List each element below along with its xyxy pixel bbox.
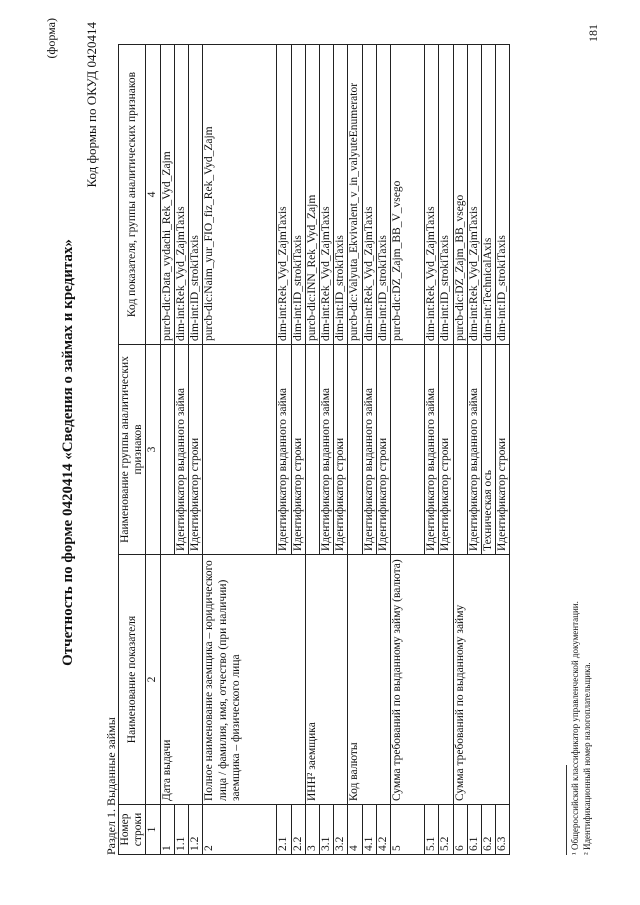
table-row — [305, 45, 319, 855]
group-name: Идентификатор строки — [496, 345, 510, 555]
row-number: 6.1 — [467, 805, 481, 855]
indicator-code: purcb-dic:DZ_Zajm_BB_V_vsego — [391, 45, 425, 345]
indicator-name: ИНН² заемщика — [305, 555, 348, 805]
row-number: 5.2 — [439, 805, 453, 855]
indicator-code: dim-int:ID_strokiTaxis — [189, 45, 203, 345]
group-name: Идентификатор выданного займа — [277, 345, 291, 555]
col-header-code: Код показателя, группы аналитических признаков — [119, 45, 146, 345]
row-number: 6.3 — [496, 805, 510, 855]
group-name: Идентификатор строки — [189, 345, 203, 555]
okud-code: Код формы по ОКУД 0420414 — [84, 22, 99, 188]
indicator-code: purcb-dic:Naim_yur_FIO_fiz_Rek_Vyd_Zajm — [203, 45, 277, 345]
table-row — [348, 45, 362, 855]
group-name — [203, 345, 277, 555]
page-number: 181 — [586, 24, 600, 42]
col-number: 4 — [146, 45, 160, 345]
row-number: 2.1 — [277, 805, 291, 855]
group-name: Идентификатор строки — [291, 345, 305, 555]
table-row — [391, 45, 425, 855]
indicator-code: dim-int:Rek_Vyd_ZajmTaxis — [174, 45, 188, 345]
row-number: 6.2 — [481, 805, 495, 855]
group-name — [348, 345, 362, 555]
row-number: 2 — [203, 805, 277, 855]
group-name — [453, 345, 467, 555]
row-number: 5.1 — [425, 805, 439, 855]
indicator-code: dim-int:ID_strokiTaxis — [334, 45, 348, 345]
indicator-code: purcb-dic:Valyuta_Ekvivalent_v_in_valyuteEnumerator — [348, 45, 362, 345]
row-number: 1.1 — [174, 805, 188, 855]
indicator-name: Дата выдачи — [160, 555, 203, 805]
indicator-code: dim-int:Rek_Vyd_ZajmTaxis — [425, 45, 439, 345]
indicator-name: Полное наименование заемщика – юридического лица / фамилия, имя, отчество (при наличии) заемщика – физического лица — [203, 555, 305, 805]
row-number: 2.2 — [291, 805, 305, 855]
group-name: Идентификатор строки — [334, 345, 348, 555]
group-name — [305, 345, 319, 555]
footnote-divider — [566, 765, 567, 855]
group-name: Техническая ось — [481, 345, 495, 555]
row-number: 5 — [391, 805, 425, 855]
col-number: 1 — [146, 805, 160, 855]
row-number: 4 — [348, 805, 362, 855]
indicator-code: dim-int:Rek_Vyd_ZajmTaxis — [319, 45, 333, 345]
col-number: 3 — [146, 345, 160, 555]
indicator-code: purcb-dic:INN_Rek_Vyd_Zajm — [305, 45, 319, 345]
table-row — [453, 45, 467, 855]
indicator-code: dim-int:TechnicalAxis — [481, 45, 495, 345]
indicator-code: dim-int:Rek_Vyd_ZajmTaxis — [362, 45, 376, 345]
footnotes — [566, 601, 593, 855]
form-label: (форма) — [44, 18, 58, 59]
group-name — [160, 345, 174, 555]
column-number-row — [146, 45, 160, 855]
section-title: Раздел 1. Выданные займы — [104, 717, 118, 855]
table-row — [160, 45, 174, 855]
indicator-code: dim-int:ID_strokiTaxis — [496, 45, 510, 345]
footnote-2: ² Идентификационный номер налогоплательщика. — [582, 662, 592, 855]
table-header-row — [119, 45, 146, 855]
indicator-code: dim-int:ID_strokiTaxis — [291, 45, 305, 345]
row-number: 3.2 — [334, 805, 348, 855]
row-number: 6 — [453, 805, 467, 855]
group-name: Идентификатор выданного займа — [174, 345, 188, 555]
indicator-code: purcb-dic:Data_vydachi_Rek_Vyd_Zajm — [160, 45, 174, 345]
group-name: Идентификатор выданного займа — [362, 345, 376, 555]
row-number: 3 — [305, 805, 319, 855]
row-number: 4.1 — [362, 805, 376, 855]
col-header-indicator-name: Наименование показателя — [119, 555, 146, 805]
indicator-code: purcb-dic:DZ_Zajm_BB_vsego — [453, 45, 467, 345]
row-number: 1.2 — [189, 805, 203, 855]
indicator-code: dim-int:ID_strokiTaxis — [376, 45, 390, 345]
indicator-code: dim-int:ID_strokiTaxis — [439, 45, 453, 345]
footnote-1: ¹ Общероссийский классификатор управленческой документации. — [570, 601, 580, 855]
row-number: 4.2 — [376, 805, 390, 855]
indicators-table — [118, 44, 510, 855]
col-number: 2 — [146, 555, 160, 805]
group-name: Идентификатор строки — [439, 345, 453, 555]
row-number: 1 — [160, 805, 174, 855]
indicator-code: dim-int:Rek_Vyd_ZajmTaxis — [467, 45, 481, 345]
table-row — [203, 45, 277, 855]
group-name — [391, 345, 425, 555]
group-name: Идентификатор выданного займа — [425, 345, 439, 555]
col-header-group-name: Наименование группы аналитических признаков — [119, 345, 146, 555]
group-name: Идентификатор строки — [376, 345, 390, 555]
col-header-row-number: Номер строки — [119, 805, 146, 855]
indicator-code: dim-int:Rek_Vyd_ZajmTaxis — [277, 45, 291, 345]
row-number: 3.1 — [319, 805, 333, 855]
indicator-name: Сумма требований по выданному займу (валюта) — [391, 555, 453, 805]
indicator-name: Сумма требований по выданному займу — [453, 555, 510, 805]
indicator-name: Код валюты — [348, 555, 391, 805]
group-name: Идентификатор выданного займа — [467, 345, 481, 555]
group-name: Идентификатор выданного займа — [319, 345, 333, 555]
page-title: Отчетность по форме 0420414 «Сведения о займах и кредитах» — [60, 239, 76, 666]
